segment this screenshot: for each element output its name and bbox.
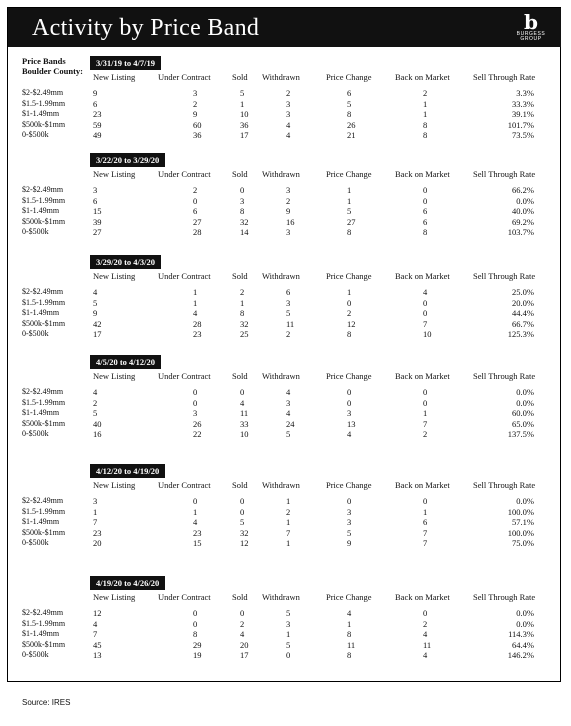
- table-cell: 33.3%: [512, 98, 534, 109]
- table-cell: 7: [93, 629, 98, 640]
- table-cell: 44.4%: [512, 308, 534, 319]
- price-band-label: $500k-$1mm: [22, 418, 66, 428]
- table-cell: 27: [347, 216, 356, 227]
- logo-text-line2: GROUP: [520, 36, 542, 42]
- table-cell: 3: [93, 185, 98, 195]
- table-cell: 39.1%: [512, 109, 534, 120]
- price-band-label: $2-$2.49mm: [22, 88, 64, 97]
- table-cell: 103.7%: [507, 227, 534, 238]
- table-cell: 6: [286, 287, 291, 297]
- price-band-label: 0-$500k: [22, 227, 49, 237]
- table-cell: 6: [423, 216, 428, 227]
- table-cell: 4: [423, 629, 428, 640]
- price-band-label: $500k-$1mm: [22, 318, 66, 328]
- table-cell: 23: [93, 527, 102, 538]
- table-cell: 6: [93, 195, 98, 206]
- table-cell: 3: [286, 618, 291, 629]
- table-cell: 1: [347, 185, 352, 195]
- price-band-label: $1.5-1.99mm: [22, 98, 66, 108]
- table-cell: 0: [347, 387, 352, 397]
- table-cell: 8: [193, 629, 198, 640]
- price-band-label: $1.5-1.99mm: [22, 506, 66, 516]
- price-bands-label-line1: Price Bands: [22, 56, 66, 66]
- table-cell: 2: [423, 88, 428, 98]
- date-range-badge: 4/12/20 to 4/19/20: [90, 464, 165, 478]
- table-cell: 75.0%: [512, 538, 534, 549]
- table-cell: 59: [93, 119, 102, 130]
- report-title: Activity by Price Band: [32, 15, 260, 41]
- table-cell: 1: [193, 297, 198, 308]
- table-cell: 3: [286, 98, 291, 109]
- table-cell: 0: [240, 496, 245, 506]
- table-cell: 8: [423, 130, 428, 141]
- table-cell: 0.0%: [516, 387, 534, 397]
- table-cell: 0: [423, 397, 428, 408]
- table-cell: 3: [286, 227, 291, 238]
- table-cell: 7: [423, 527, 428, 538]
- table-cell: 3: [347, 506, 352, 517]
- table-cell: 5: [93, 408, 98, 419]
- table-cell: 8: [347, 650, 352, 661]
- table-cell: 36: [240, 119, 249, 130]
- table-cell: 1: [347, 618, 352, 629]
- table-cell: 8: [423, 227, 428, 238]
- table-cell: 0: [423, 308, 428, 319]
- table-cell: 4: [240, 629, 245, 640]
- table-cell: 16: [286, 216, 295, 227]
- table-cell: 5: [240, 88, 245, 98]
- table-cell: 1: [347, 287, 352, 297]
- table-cell: 2: [193, 98, 198, 109]
- table-cell: 13: [93, 650, 102, 661]
- table-cell: 23: [193, 329, 202, 340]
- table-cell: 2: [423, 618, 428, 629]
- price-band-label: $1-1.49mm: [22, 308, 60, 318]
- column-header: Sell Through Rate: [473, 480, 536, 490]
- table-cell: 3: [347, 408, 352, 419]
- price-band-label: $1.5-1.99mm: [22, 297, 66, 307]
- table-cell: 15: [93, 206, 102, 217]
- column-header: Under Contract: [158, 480, 211, 490]
- table-cell: 25.0%: [512, 287, 534, 297]
- table-cell: 27: [193, 216, 202, 227]
- column-header: Price Change: [326, 72, 372, 82]
- price-band-label: $1-1.49mm: [22, 629, 60, 639]
- table-cell: 0.0%: [516, 496, 534, 506]
- column-header: Back on Market: [395, 371, 450, 381]
- report-header: [8, 8, 561, 47]
- price-band-label: $500k-$1mm: [22, 639, 66, 649]
- column-header: Sold: [232, 592, 248, 602]
- price-band-label: $500k-$1mm: [22, 216, 66, 226]
- column-header: Under Contract: [158, 592, 211, 602]
- table-cell: 4: [286, 119, 291, 130]
- table-cell: 0: [193, 195, 198, 206]
- table-cell: 32: [240, 318, 249, 329]
- table-cell: 11: [286, 318, 295, 329]
- table-cell: 0: [423, 185, 428, 195]
- table-cell: 1: [240, 98, 245, 109]
- table-cell: 7: [423, 318, 428, 329]
- table-cell: 0: [423, 496, 428, 506]
- column-header: Sell Through Rate: [473, 169, 536, 179]
- table-cell: 3: [240, 195, 245, 206]
- column-header: Back on Market: [395, 72, 450, 82]
- table-cell: 4: [286, 387, 291, 397]
- table-cell: 2: [240, 618, 245, 629]
- logo-text-line1: BURGESS: [516, 31, 546, 37]
- table-cell: 9: [93, 88, 98, 98]
- table-cell: 0: [423, 195, 428, 206]
- table-cell: 20.0%: [512, 297, 534, 308]
- date-range-badge: 3/29/20 to 4/3/20: [90, 255, 161, 269]
- column-header: Withdrawn: [262, 271, 300, 281]
- price-bands-label-line2: Boulder County:: [22, 66, 84, 76]
- table-cell: 0: [423, 387, 428, 397]
- column-header: Price Change: [326, 169, 372, 179]
- column-header: Under Contract: [158, 271, 211, 281]
- table-cell: 2: [286, 329, 291, 340]
- column-header: Price Change: [326, 592, 372, 602]
- table-cell: 21: [347, 130, 356, 141]
- table-cell: 57.1%: [512, 517, 534, 528]
- price-band-label: $2-$2.49mm: [22, 287, 64, 296]
- table-cell: 0.0%: [516, 618, 534, 629]
- table-cell: 1: [93, 506, 98, 517]
- table-cell: 64.4%: [512, 639, 534, 650]
- table-cell: 137.5%: [507, 429, 534, 440]
- table-cell: 1: [347, 195, 352, 206]
- table-cell: 0: [240, 608, 245, 618]
- table-cell: 3: [193, 408, 198, 419]
- table-cell: 16: [93, 429, 102, 440]
- table-cell: 4: [286, 130, 291, 141]
- table-cell: 1: [240, 297, 245, 308]
- table-cell: 1: [423, 98, 428, 109]
- table-cell: 66.2%: [512, 185, 534, 195]
- table-cell: 8: [240, 308, 245, 319]
- table-cell: 1: [286, 496, 291, 506]
- column-header: New Listing: [93, 592, 136, 602]
- table-cell: 0: [347, 397, 352, 408]
- table-cell: 5: [347, 527, 352, 538]
- table-cell: 5: [286, 608, 291, 618]
- table-cell: 8: [240, 206, 245, 217]
- column-header: Price Change: [326, 271, 372, 281]
- table-cell: 4: [286, 408, 291, 419]
- price-band-label: $1-1.49mm: [22, 517, 60, 527]
- column-header: Withdrawn: [262, 592, 300, 602]
- table-cell: 6: [423, 206, 428, 217]
- price-band-label: $2-$2.49mm: [22, 496, 64, 505]
- table-cell: 0.0%: [516, 195, 534, 206]
- price-band-label: $1.5-1.99mm: [22, 397, 66, 407]
- table-cell: 3: [286, 397, 291, 408]
- table-cell: 0: [347, 496, 352, 506]
- column-header: Sold: [232, 271, 248, 281]
- column-header: Price Change: [326, 480, 372, 490]
- table-cell: 100.0%: [507, 506, 534, 517]
- table-cell: 3: [347, 517, 352, 528]
- table-cell: 32: [240, 216, 249, 227]
- price-band-label: $500k-$1mm: [22, 527, 66, 537]
- column-header: Back on Market: [395, 480, 450, 490]
- table-cell: 7: [423, 538, 428, 549]
- column-header: Sell Through Rate: [473, 271, 536, 281]
- table-cell: 4: [193, 517, 198, 528]
- table-cell: 60: [193, 119, 202, 130]
- table-cell: 3: [93, 496, 98, 506]
- column-header: Withdrawn: [262, 72, 300, 82]
- table-cell: 11: [240, 408, 249, 419]
- table-cell: 0: [193, 618, 198, 629]
- table-cell: 8: [347, 329, 352, 340]
- table-cell: 1: [286, 517, 291, 528]
- column-header: Sell Through Rate: [473, 72, 536, 82]
- table-cell: 5: [286, 429, 291, 440]
- column-header: Under Contract: [158, 371, 211, 381]
- table-cell: 7: [93, 517, 98, 528]
- table-cell: 25: [240, 329, 249, 340]
- price-band-label: 0-$500k: [22, 329, 49, 339]
- column-header: Sell Through Rate: [473, 592, 536, 602]
- column-header: Withdrawn: [262, 480, 300, 490]
- table-cell: 2: [93, 397, 98, 408]
- price-band-label: $2-$2.49mm: [22, 185, 64, 194]
- table-cell: 26: [347, 119, 356, 130]
- table-cell: 60.0%: [512, 408, 534, 419]
- table-cell: 0: [193, 397, 198, 408]
- table-cell: 4: [347, 429, 352, 440]
- price-band-label: $1.5-1.99mm: [22, 618, 66, 628]
- column-header: New Listing: [93, 271, 136, 281]
- table-cell: 7: [423, 418, 428, 429]
- table-cell: 20: [93, 538, 102, 549]
- table-cell: 1: [286, 538, 291, 549]
- table-cell: 33: [240, 418, 249, 429]
- table-cell: 17: [240, 650, 249, 661]
- table-cell: 12: [93, 608, 102, 618]
- table-cell: 146.2%: [507, 650, 534, 661]
- date-range-badge: 3/31/19 to 4/7/19: [90, 56, 161, 70]
- table-cell: 9: [347, 538, 352, 549]
- table-cell: 28: [193, 318, 202, 329]
- table-cell: 2: [193, 185, 198, 195]
- source-note: Source: IRES: [22, 698, 71, 707]
- table-cell: 36: [193, 130, 202, 141]
- table-cell: 4: [193, 308, 198, 319]
- table-cell: 65.0%: [512, 418, 534, 429]
- table-cell: 7: [286, 527, 291, 538]
- table-cell: 2: [240, 287, 245, 297]
- table-cell: 23: [193, 527, 202, 538]
- table-cell: 1: [423, 109, 428, 120]
- price-band-label: $1-1.49mm: [22, 109, 60, 119]
- table-cell: 8: [423, 119, 428, 130]
- table-cell: 4: [93, 287, 98, 297]
- table-cell: 5: [347, 98, 352, 109]
- table-cell: 40: [93, 418, 102, 429]
- table-cell: 1: [193, 506, 198, 517]
- date-range-badge: 4/19/20 to 4/26/20: [90, 576, 165, 590]
- price-band-label: 0-$500k: [22, 130, 49, 140]
- price-band-label: 0-$500k: [22, 538, 49, 548]
- table-cell: 0.0%: [516, 397, 534, 408]
- table-cell: 4: [347, 608, 352, 618]
- table-cell: 9: [286, 206, 291, 217]
- table-cell: 4: [240, 397, 245, 408]
- table-cell: 0.0%: [516, 608, 534, 618]
- column-header: New Listing: [93, 371, 136, 381]
- price-band-label: $2-$2.49mm: [22, 387, 64, 396]
- table-cell: 0: [240, 506, 245, 517]
- table-cell: 2: [286, 195, 291, 206]
- table-cell: 4: [93, 618, 98, 629]
- table-cell: 40.0%: [512, 206, 534, 217]
- table-cell: 114.3%: [508, 629, 534, 640]
- date-range-badge: 3/22/20 to 3/29/20: [90, 153, 165, 167]
- table-cell: 13: [347, 418, 356, 429]
- table-cell: 5: [286, 639, 291, 650]
- table-cell: 3: [193, 88, 198, 98]
- table-cell: 4: [423, 650, 428, 661]
- price-band-label: $2-$2.49mm: [22, 608, 64, 617]
- table-cell: 4: [93, 387, 98, 397]
- table-cell: 69.2%: [512, 216, 534, 227]
- table-cell: 9: [93, 308, 98, 319]
- column-header: Sold: [232, 169, 248, 179]
- table-cell: 45: [93, 639, 102, 650]
- table-cell: 6: [423, 517, 428, 528]
- table-cell: 8: [347, 227, 352, 238]
- price-band-label: 0-$500k: [22, 650, 49, 660]
- column-header: Price Change: [326, 371, 372, 381]
- table-cell: 73.5%: [512, 130, 534, 141]
- table-cell: 0: [193, 496, 198, 506]
- table-cell: 100.0%: [507, 527, 534, 538]
- price-band-label: $500k-$1mm: [22, 119, 66, 129]
- table-cell: 8: [347, 629, 352, 640]
- table-cell: 4: [423, 287, 428, 297]
- table-cell: 17: [240, 130, 249, 141]
- price-band-label: $1-1.49mm: [22, 206, 60, 216]
- table-cell: 14: [240, 227, 249, 238]
- table-cell: 0: [240, 185, 245, 195]
- column-header: New Listing: [93, 72, 136, 82]
- table-cell: 20: [240, 639, 249, 650]
- table-cell: 39: [93, 216, 102, 227]
- table-cell: 2: [286, 88, 291, 98]
- price-bands-label: [22, 56, 83, 76]
- column-header: Sold: [232, 371, 248, 381]
- table-cell: 22: [193, 429, 202, 440]
- table-cell: 2: [286, 506, 291, 517]
- date-range-badge: 4/5/20 to 4/12/20: [90, 355, 161, 369]
- table-cell: 5: [347, 206, 352, 217]
- table-cell: 9: [193, 109, 198, 120]
- column-header: Sell Through Rate: [473, 371, 536, 381]
- table-cell: 0: [423, 608, 428, 618]
- column-header: Sold: [232, 72, 248, 82]
- table-cell: 32: [240, 527, 249, 538]
- column-header: Withdrawn: [262, 371, 300, 381]
- table-cell: 11: [423, 639, 432, 650]
- column-header: New Listing: [93, 480, 136, 490]
- burgess-group-logo: [511, 12, 551, 44]
- table-cell: 1: [423, 408, 428, 419]
- table-cell: 125.3%: [507, 329, 534, 340]
- table-cell: 3: [286, 185, 291, 195]
- column-header: Back on Market: [395, 271, 450, 281]
- table-cell: 0: [423, 297, 428, 308]
- table-cell: 101.7%: [507, 119, 534, 130]
- table-cell: 1: [423, 506, 428, 517]
- table-cell: 49: [93, 130, 102, 141]
- table-cell: 10: [240, 429, 249, 440]
- table-cell: 29: [193, 639, 202, 650]
- column-header: Sold: [232, 480, 248, 490]
- table-cell: 3: [286, 109, 291, 120]
- table-cell: 27: [93, 227, 102, 238]
- price-band-label: 0-$500k: [22, 429, 49, 439]
- table-cell: 0: [193, 608, 198, 618]
- table-cell: 1: [286, 629, 291, 640]
- table-cell: 15: [193, 538, 202, 549]
- table-cell: 5: [240, 517, 245, 528]
- column-header: Under Contract: [158, 169, 211, 179]
- table-cell: 12: [347, 318, 356, 329]
- table-cell: 10: [423, 329, 432, 340]
- table-cell: 2: [347, 308, 352, 319]
- column-header: Back on Market: [395, 592, 450, 602]
- table-cell: 6: [347, 88, 352, 98]
- table-cell: 5: [286, 308, 291, 319]
- table-cell: 23: [93, 109, 102, 120]
- column-header: New Listing: [93, 169, 136, 179]
- column-header: Withdrawn: [262, 169, 300, 179]
- table-cell: 12: [240, 538, 249, 549]
- table-cell: 42: [93, 318, 102, 329]
- table-cell: 3.3%: [516, 88, 534, 98]
- table-cell: 6: [193, 206, 198, 217]
- table-cell: 26: [193, 418, 202, 429]
- price-band-label: $1.5-1.99mm: [22, 195, 66, 205]
- column-header: Back on Market: [395, 169, 450, 179]
- table-cell: 6: [93, 98, 98, 109]
- table-cell: 3: [286, 297, 291, 308]
- logo-mark: b: [524, 10, 538, 34]
- table-cell: 19: [193, 650, 202, 661]
- table-cell: 28: [193, 227, 202, 238]
- table-cell: 0: [240, 387, 245, 397]
- table-cell: 0: [347, 297, 352, 308]
- table-cell: 24: [286, 418, 295, 429]
- price-band-label: $1-1.49mm: [22, 408, 60, 418]
- column-header: Under Contract: [158, 72, 211, 82]
- table-cell: 0: [193, 387, 198, 397]
- table-cell: 11: [347, 639, 356, 650]
- table-cell: 10: [240, 109, 249, 120]
- table-cell: 1: [193, 287, 198, 297]
- table-cell: 5: [93, 297, 98, 308]
- table-cell: 0: [286, 650, 291, 661]
- table-cell: 66.7%: [512, 318, 534, 329]
- table-cell: 8: [347, 109, 352, 120]
- table-cell: 2: [423, 429, 428, 440]
- table-cell: 17: [93, 329, 102, 340]
